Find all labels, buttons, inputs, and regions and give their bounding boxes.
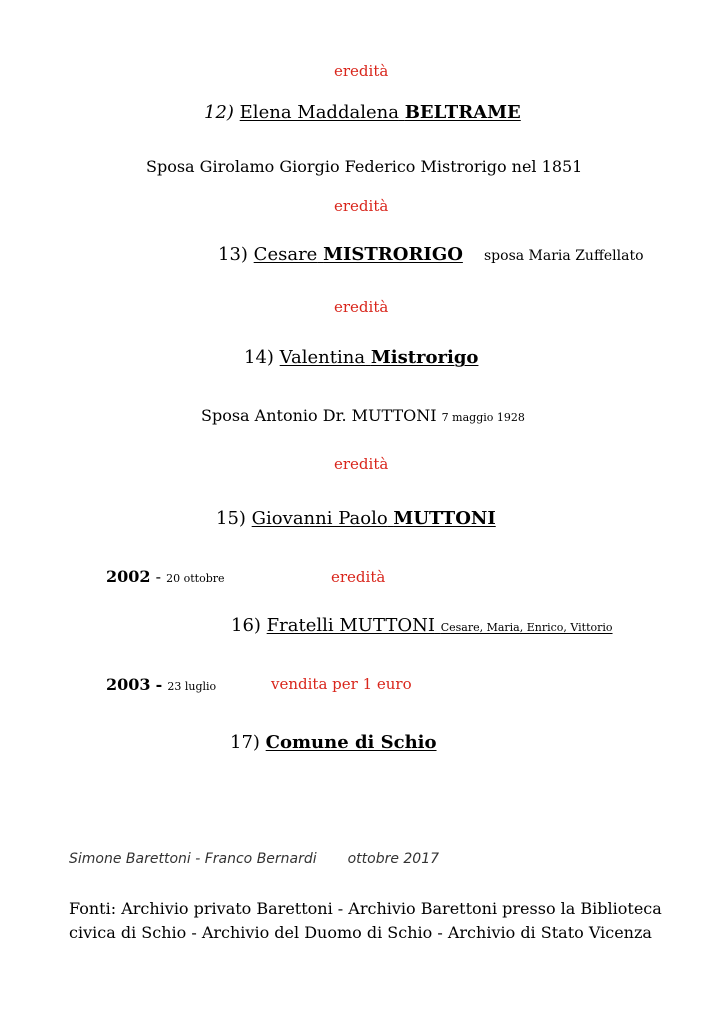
entry-14 xyxy=(244,349,478,367)
entry-number: 14) xyxy=(244,347,274,368)
entry-surname: Mistrorigo xyxy=(370,347,479,368)
entry-first-name: Cesare xyxy=(253,244,318,265)
entry-surname: MISTRORIGO xyxy=(323,244,463,265)
sale-label: vendita per 1 euro xyxy=(271,675,412,693)
entry-name xyxy=(267,615,613,636)
inheritance-label: eredità xyxy=(334,455,389,473)
year-separator: - xyxy=(155,567,162,586)
entry-full-name: Fratelli MUTTONI xyxy=(266,615,435,636)
year-date: 20 ottobre xyxy=(166,572,225,585)
entry-name xyxy=(240,102,521,123)
inheritance-label: eredità xyxy=(334,298,389,316)
entry-number: 13) xyxy=(218,244,248,265)
entry-first-name: Giovanni Paolo xyxy=(251,508,388,529)
entry-number: 12) xyxy=(204,102,234,123)
marriage-date: 7 maggio 1928 xyxy=(441,411,525,424)
entry-first-name: Elena Maddalena xyxy=(239,102,399,123)
authors: Simone Barettoni - Franco Bernardi xyxy=(69,851,317,867)
year: 2003 xyxy=(106,675,151,694)
entry-13 xyxy=(218,246,463,264)
year-date: 23 luglio xyxy=(167,680,217,693)
year-row-2003 xyxy=(106,677,216,693)
credits-date: ottobre 2017 xyxy=(347,851,440,867)
year-separator: - xyxy=(155,675,163,694)
entry-17 xyxy=(230,734,437,752)
entry-sibling-names: Cesare, Maria, Enrico, Vittorio xyxy=(440,621,613,634)
entry-15 xyxy=(216,510,496,528)
entry-surname: MUTTONI xyxy=(393,508,496,529)
entry-number: 17) xyxy=(230,732,260,753)
inheritance-label: eredità xyxy=(331,568,386,586)
entry-first-name: Valentina xyxy=(279,347,366,368)
year-row-2002 xyxy=(106,569,225,585)
entry-number: 16) xyxy=(231,615,261,636)
sources-note: Fonti: Archivio privato Barettoni - Archivio Barettoni presso la Biblioteca civica di Schio - Archivio del Duomo di Schio - Archivio di Stato Vicenza xyxy=(69,899,662,942)
entry-name: Comune di Schio xyxy=(265,732,437,753)
spouse-note-13: sposa Maria Zuffellato xyxy=(484,248,644,264)
marriage-note-12: Sposa Girolamo Giorgio Federico Mistrorigo nel 1851 xyxy=(146,157,583,176)
entry-16 xyxy=(231,617,613,635)
year: 2002 xyxy=(106,567,151,586)
authors-line xyxy=(69,852,439,866)
entry-surname: BELTRAME xyxy=(404,102,521,123)
marriage-text: Sposa Antonio Dr. MUTTONI xyxy=(201,406,437,425)
entry-name xyxy=(254,244,463,265)
inheritance-label: eredità xyxy=(334,197,389,215)
entry-name xyxy=(252,508,496,529)
entry-12 xyxy=(204,104,521,122)
entry-name xyxy=(280,347,479,368)
entry-number: 15) xyxy=(216,508,246,529)
inheritance-label: eredità xyxy=(334,62,389,80)
marriage-note-14 xyxy=(201,408,525,424)
